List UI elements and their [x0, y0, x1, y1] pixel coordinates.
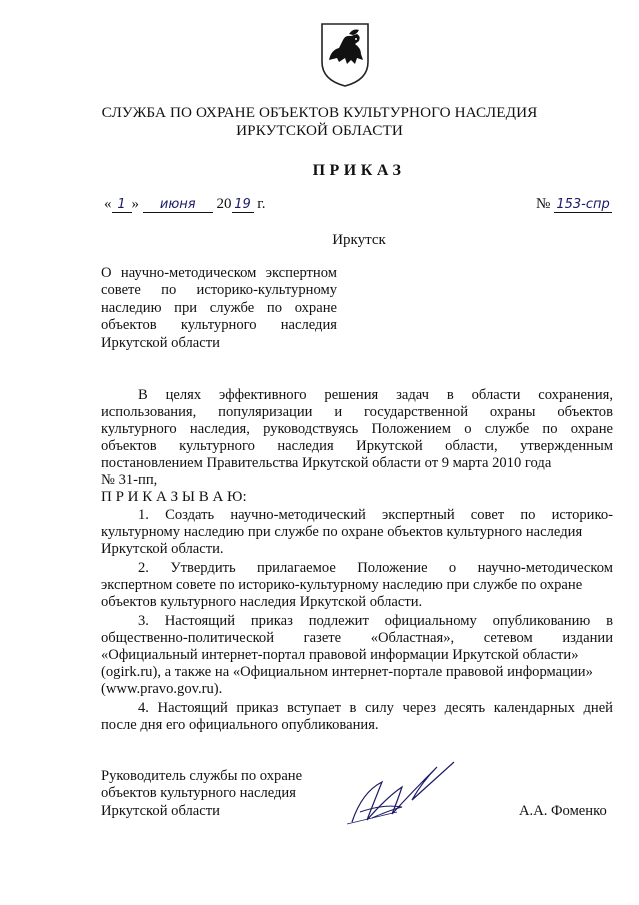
- number-label: №: [536, 196, 551, 212]
- intro-line: использования, популяризации и государственной охраны объектов: [101, 404, 613, 420]
- item-3-line: 3. Настоящий приказ подлежит официальному опубликованию в: [138, 613, 613, 629]
- number-value: 153-спр: [554, 197, 612, 213]
- position-line: Руководитель службы по охране: [101, 768, 303, 784]
- date-open-quote: «: [104, 196, 112, 212]
- year-prefix: 20: [216, 196, 232, 212]
- item-1-line: 1. Создать научно-методический экспертный совет по историко-: [138, 507, 613, 523]
- year-end: г.: [257, 196, 266, 212]
- intro-line: культурного наследия, руководствуясь Положением о службе по охране: [101, 421, 613, 437]
- item-3-line: общественно-политической газете «Областная», сетевом издании: [101, 630, 613, 646]
- date-day: 1: [112, 197, 132, 213]
- signatory-name: А.А. Фоменко: [519, 803, 607, 819]
- order-date: [104, 196, 265, 213]
- document-title: ПРИКАЗ: [312, 162, 406, 179]
- intro-line: постановлением Правительства Иркутской области от 9 марта 2010 года: [101, 455, 552, 471]
- intro-line: объектов культурного наследия Иркутской области, утвержденным: [101, 438, 613, 454]
- order-subject: [101, 265, 337, 352]
- coat-of-arms-icon: [319, 22, 371, 88]
- item-2-line: 2. Утвердить прилагаемое Положение о научно-методическом: [138, 560, 613, 576]
- subject-line: Иркутской области: [101, 334, 220, 351]
- order-number: [536, 196, 612, 213]
- subject-line: наследию при службе по охране: [101, 299, 337, 316]
- subject-line: совете по историко-культурному: [101, 282, 337, 299]
- item-2-line: экспертном совете по историко-культурному наследию при службе по охране: [101, 577, 583, 593]
- date-month: июня: [143, 197, 213, 213]
- item-4-line: после дня его официального опубликования.: [101, 717, 379, 733]
- year-suffix: 19: [232, 197, 254, 213]
- item-1-line: культурному наследию при службе по охране объектов культурного наследия: [101, 524, 583, 540]
- item-4-line: 4. Настоящий приказ вступает в силу через десять календарных дней: [138, 700, 613, 716]
- item-3-line: (ogirk.ru), а также на «Официальном интернет-портале правовой информации»: [101, 664, 593, 680]
- order-word: П Р И К А З Ы В А Ю:: [101, 489, 247, 505]
- position-line: Иркутской области: [101, 802, 220, 819]
- agency-name-line2: ИРКУТСКОЙ ОБЛАСТИ: [236, 122, 403, 139]
- intro-line: В целях эффективного решения задач в области сохранения,: [138, 387, 613, 403]
- item-2-line: объектов культурного наследия Иркутской области.: [101, 594, 423, 610]
- handwritten-signature: [342, 752, 462, 832]
- item-3-line: «Официальный интернет-портал правовой информации Иркутской области»: [101, 647, 579, 663]
- subject-line: О научно-методическом экспертном: [101, 265, 337, 281]
- agency-name-line1: СЛУЖБА ПО ОХРАНЕ ОБЪЕКТОВ КУЛЬТУРНОГО НАСЛЕДИЯ: [101, 104, 538, 121]
- intro-line: № 31-пп,: [101, 472, 158, 488]
- city: Иркутск: [332, 232, 386, 248]
- signatory-position: [101, 768, 302, 820]
- subject-line: объектов культурного наследия: [101, 317, 337, 334]
- date-close-quote: »: [131, 196, 139, 212]
- item-1-line: Иркутской области.: [101, 541, 224, 557]
- position-line: объектов культурного наследия: [101, 785, 296, 802]
- item-3-line: (www.pravo.gov.ru).: [101, 681, 223, 697]
